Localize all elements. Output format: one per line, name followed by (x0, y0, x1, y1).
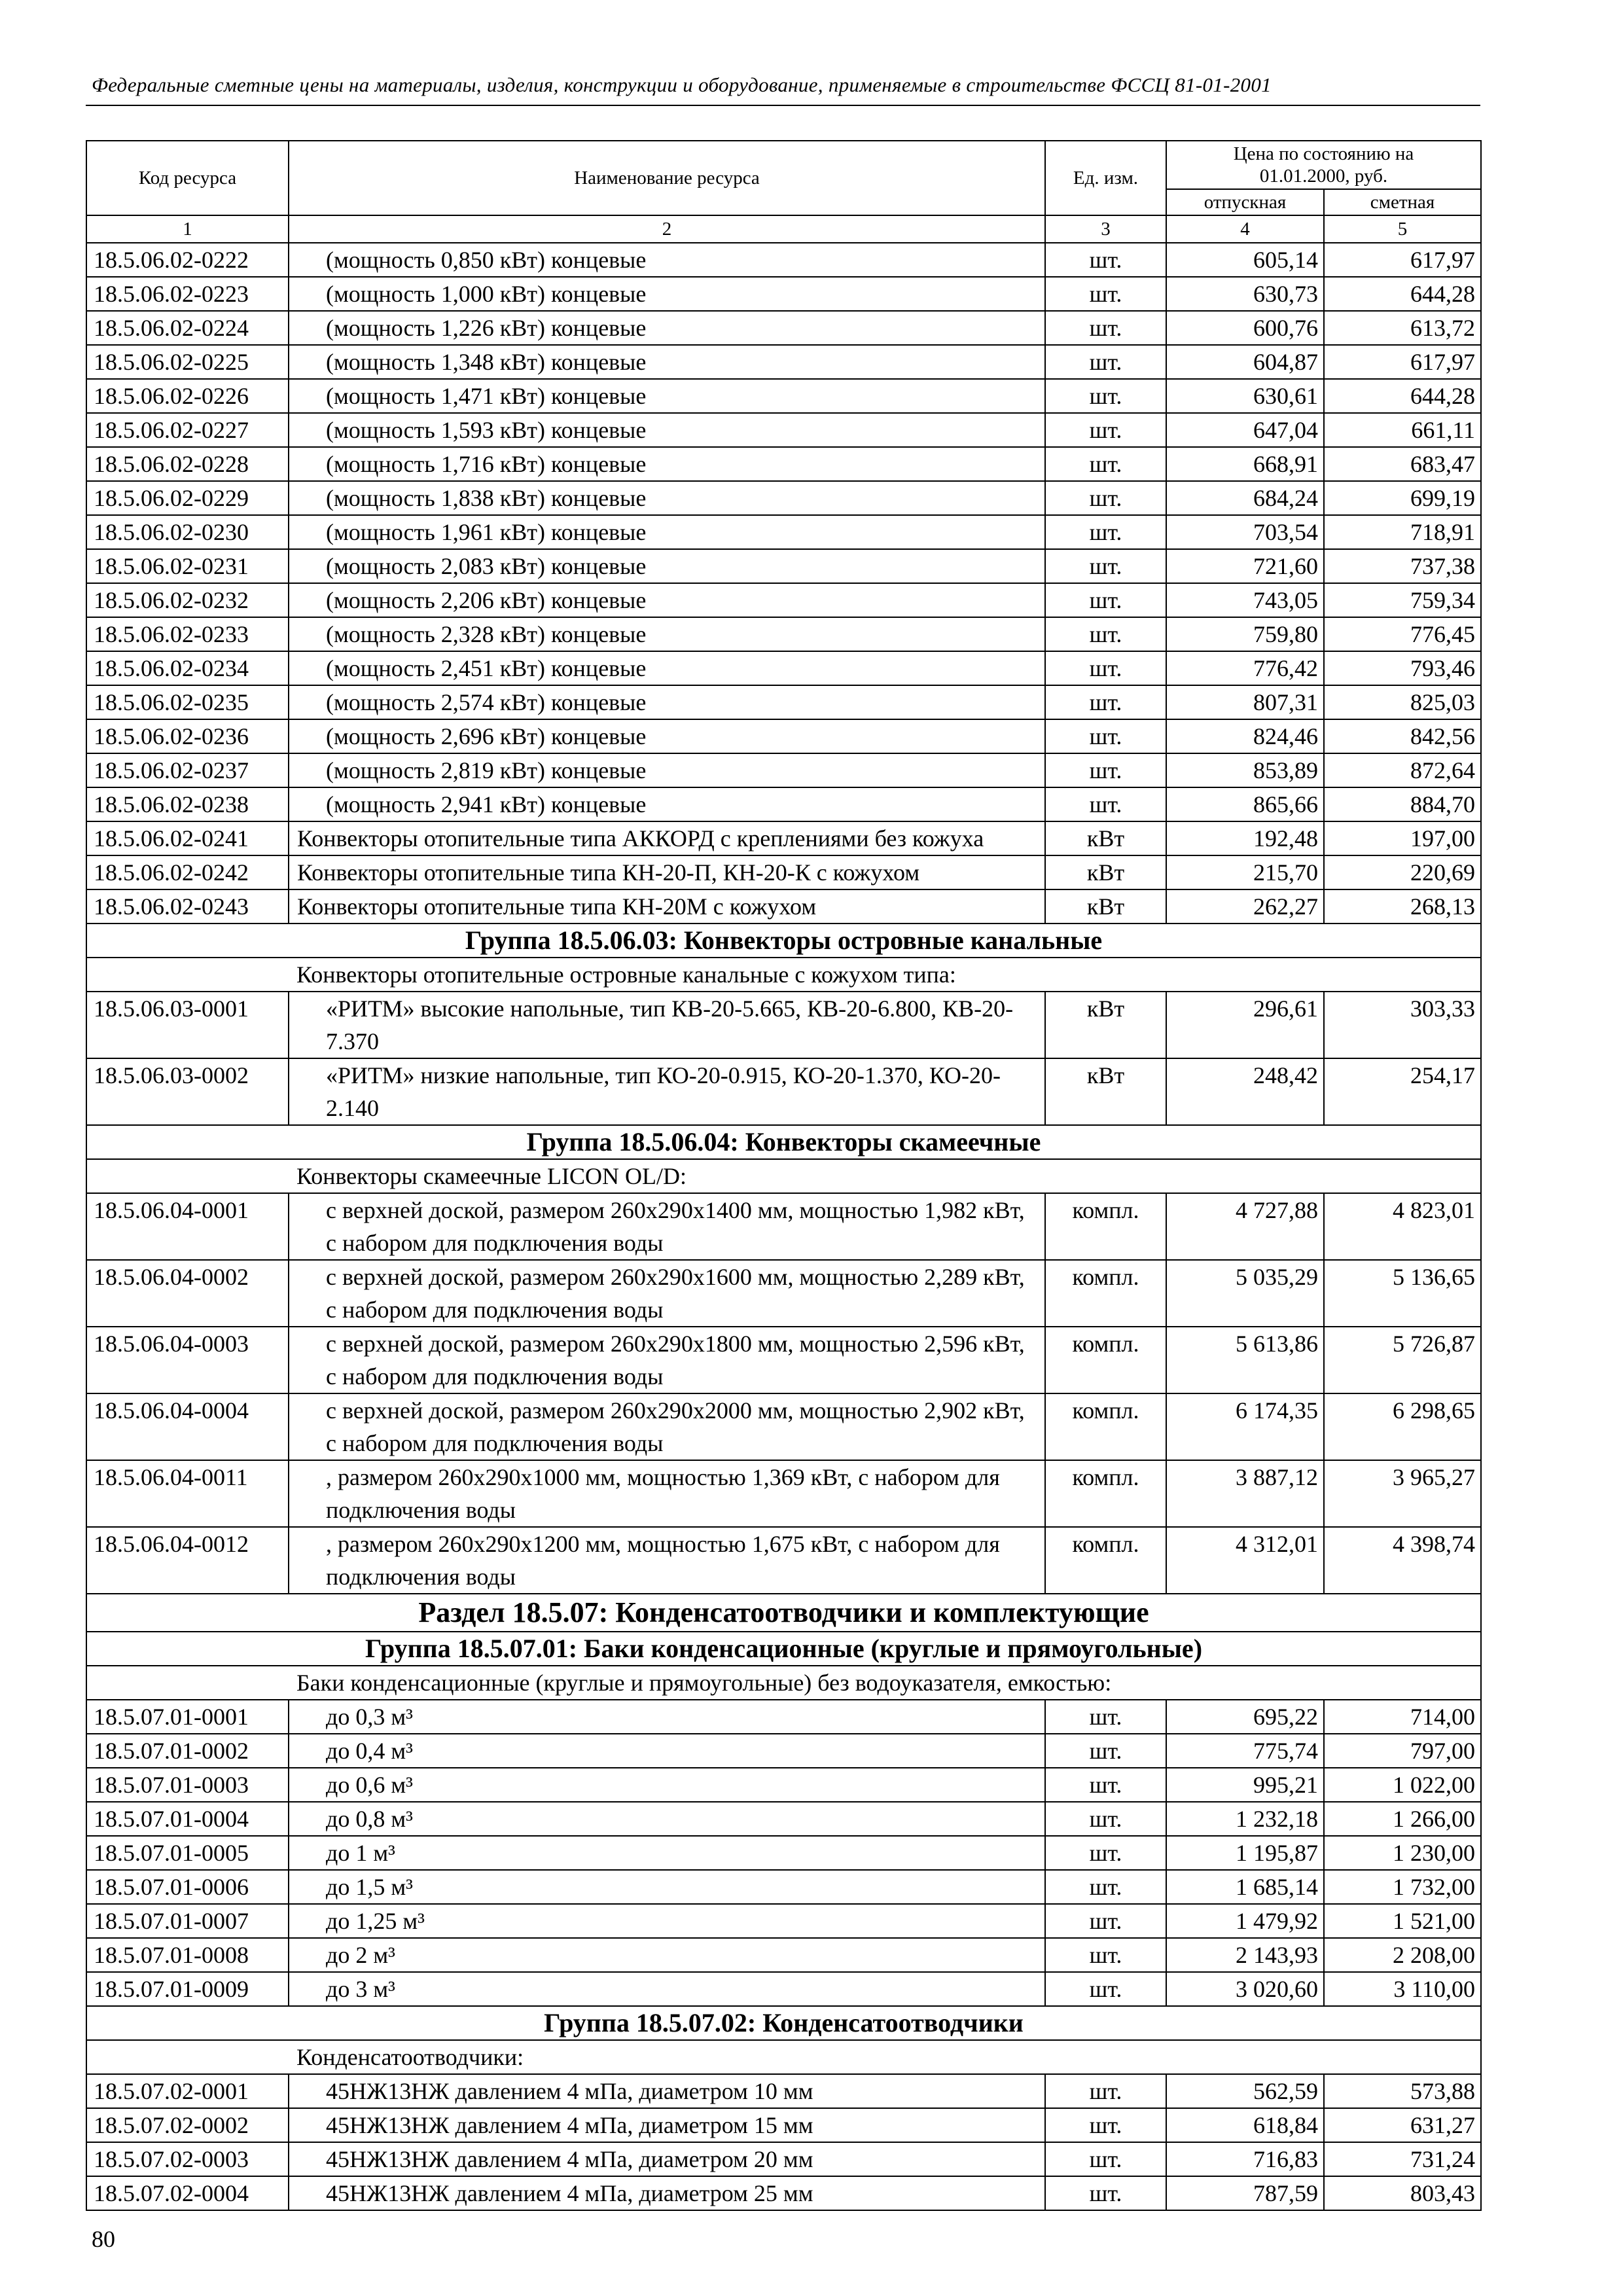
resource-name: Конвекторы отопительные типа АККОРД с креплениями без кожуха (289, 821, 1045, 855)
release-price: 215,70 (1166, 855, 1324, 889)
estimate-price: 303,33 (1324, 992, 1481, 1058)
table-row (86, 821, 1481, 855)
release-price: 743,05 (1166, 583, 1324, 617)
section-heading: Раздел 18.5.07: Конденсатоотводчики и комплектующие (86, 1594, 1481, 1632)
resource-code: 18.5.07.01-0005 (86, 1836, 289, 1870)
release-price: 248,42 (1166, 1058, 1324, 1125)
table-row (86, 651, 1481, 685)
unit: шт. (1045, 481, 1166, 515)
group-heading-row (86, 1125, 1481, 1159)
estimate-price: 573,88 (1324, 2074, 1481, 2108)
resource-name: до 0,6 м³ (289, 1768, 1045, 1802)
release-price: 1 685,14 (1166, 1870, 1324, 1904)
estimate-price: 268,13 (1324, 889, 1481, 924)
resource-name: (мощность 2,328 кВт) концевые (289, 617, 1045, 651)
table-row (86, 1460, 1481, 1527)
resource-code: 18.5.07.01-0008 (86, 1938, 289, 1972)
resource-name: до 0,3 м³ (289, 1700, 1045, 1734)
resource-code: 18.5.06.02-0223 (86, 277, 289, 311)
release-price: 2 143,93 (1166, 1938, 1324, 1972)
unit: шт. (1045, 1768, 1166, 1802)
table-row (86, 1193, 1481, 1260)
estimate-price: 254,17 (1324, 1058, 1481, 1125)
resource-name: (мощность 1,961 кВт) концевые (289, 515, 1045, 549)
group-heading: Группа 18.5.07.01: Баки конденсационные (круглые и прямоугольные) (86, 1632, 1481, 1666)
estimate-price: 803,43 (1324, 2176, 1481, 2210)
unit: шт. (1045, 787, 1166, 821)
unit: шт. (1045, 753, 1166, 787)
unit: кВт (1045, 992, 1166, 1058)
unit: шт. (1045, 1734, 1166, 1768)
estimate-price: 737,38 (1324, 549, 1481, 583)
unit: шт. (1045, 617, 1166, 651)
release-price: 5 035,29 (1166, 1260, 1324, 1327)
subheading-row (86, 1159, 1481, 1193)
release-price: 605,14 (1166, 243, 1324, 277)
table-row (86, 311, 1481, 345)
resource-name: (мощность 2,819 кВт) концевые (289, 753, 1045, 787)
resource-name: до 1 м³ (289, 1836, 1045, 1870)
resource-code: 18.5.06.04-0001 (86, 1193, 289, 1260)
table-row (86, 345, 1481, 379)
resource-code: 18.5.07.02-0004 (86, 2176, 289, 2210)
unit: кВт (1045, 889, 1166, 924)
column-number: 4 (1166, 215, 1324, 243)
column-number: 2 (289, 215, 1045, 243)
table-row (86, 1260, 1481, 1327)
group-heading: Группа 18.5.06.04: Конвекторы скамеечные (86, 1125, 1481, 1159)
resource-name: до 0,8 м³ (289, 1802, 1045, 1836)
estimate-price: 4 823,01 (1324, 1193, 1481, 1260)
subheading: Конвекторы отопительные островные канальные с кожухом типа: (86, 958, 1481, 992)
table-row (86, 481, 1481, 515)
estimate-price: 617,97 (1324, 345, 1481, 379)
table-row (86, 277, 1481, 311)
estimate-price: 699,19 (1324, 481, 1481, 515)
table-row (86, 1938, 1481, 1972)
release-price: 630,73 (1166, 277, 1324, 311)
release-price: 787,59 (1166, 2176, 1324, 2210)
estimate-price: 759,34 (1324, 583, 1481, 617)
estimate-price: 793,46 (1324, 651, 1481, 685)
resource-code: 18.5.06.02-0229 (86, 481, 289, 515)
estimate-price: 884,70 (1324, 787, 1481, 821)
table-row (86, 855, 1481, 889)
estimate-price: 6 298,65 (1324, 1393, 1481, 1460)
resource-name: до 2 м³ (289, 1938, 1045, 1972)
resource-code: 18.5.06.04-0004 (86, 1393, 289, 1460)
resource-code: 18.5.06.02-0222 (86, 243, 289, 277)
release-price: 776,42 (1166, 651, 1324, 685)
header-price: Цена по состоянию на 01.01.2000, руб. (1166, 141, 1481, 189)
resource-name: с верхней доской, размером 260х290х1400 мм, мощностью 1,982 кВт, с набором для подключения воды (289, 1193, 1045, 1260)
unit: кВт (1045, 1058, 1166, 1125)
release-price: 703,54 (1166, 515, 1324, 549)
table-row (86, 2074, 1481, 2108)
unit: шт. (1045, 413, 1166, 447)
table-row (86, 1058, 1481, 1125)
release-price: 262,27 (1166, 889, 1324, 924)
resource-code: 18.5.07.02-0001 (86, 2074, 289, 2108)
subheading: Конвекторы скамеечные LICON OL/D: (86, 1159, 1481, 1193)
table-row (86, 379, 1481, 413)
group-heading-row (86, 924, 1481, 958)
unit: шт. (1045, 651, 1166, 685)
estimate-price: 842,56 (1324, 719, 1481, 753)
table-row (86, 753, 1481, 787)
resource-name: (мощность 0,850 кВт) концевые (289, 243, 1045, 277)
resource-name: «РИТМ» низкие напольные, тип КО-20-0.915, КО-20-1.370, КО-20-2.140 (289, 1058, 1045, 1125)
resource-code: 18.5.07.01-0001 (86, 1700, 289, 1734)
table-row (86, 617, 1481, 651)
resource-name: 45НЖ13НЖ давлением 4 мПа, диаметром 25 мм (289, 2176, 1045, 2210)
estimate-price: 197,00 (1324, 821, 1481, 855)
release-price: 1 232,18 (1166, 1802, 1324, 1836)
unit: шт. (1045, 345, 1166, 379)
estimate-price: 776,45 (1324, 617, 1481, 651)
unit: шт. (1045, 1870, 1166, 1904)
resource-name: (мощность 1,226 кВт) концевые (289, 311, 1045, 345)
subheading: Баки конденсационные (круглые и прямоугольные) без водоуказателя, емкостью: (86, 1666, 1481, 1700)
subheading-row (86, 1666, 1481, 1700)
unit: шт. (1045, 1904, 1166, 1938)
resource-name: 45НЖ13НЖ давлением 4 мПа, диаметром 10 мм (289, 2074, 1045, 2108)
resource-code: 18.5.06.02-0241 (86, 821, 289, 855)
resource-code: 18.5.07.02-0002 (86, 2108, 289, 2142)
estimate-price: 5 136,65 (1324, 1260, 1481, 1327)
resource-code: 18.5.06.02-0236 (86, 719, 289, 753)
column-number: 1 (86, 215, 289, 243)
table-row (86, 549, 1481, 583)
price-table (86, 140, 1482, 2211)
release-price: 562,59 (1166, 2074, 1324, 2108)
table-row (86, 2142, 1481, 2176)
resource-name: с верхней доской, размером 260х290х2000 мм, мощностью 2,902 кВт, с набором для подключения воды (289, 1393, 1045, 1460)
estimate-price: 1 022,00 (1324, 1768, 1481, 1802)
resource-code: 18.5.06.02-0233 (86, 617, 289, 651)
estimate-price: 5 726,87 (1324, 1327, 1481, 1393)
release-price: 192,48 (1166, 821, 1324, 855)
table-row (86, 1802, 1481, 1836)
unit: кВт (1045, 855, 1166, 889)
table-row (86, 1836, 1481, 1870)
estimate-price: 718,91 (1324, 515, 1481, 549)
estimate-price: 631,27 (1324, 2108, 1481, 2142)
resource-name: до 3 м³ (289, 1972, 1045, 2006)
release-price: 865,66 (1166, 787, 1324, 821)
running-head: Федеральные сметные цены на материалы, изделия, конструкции и оборудование, применяемые в строительстве ФССЦ 81-01-2001 (92, 73, 1272, 96)
table-row (86, 413, 1481, 447)
table-row (86, 1768, 1481, 1802)
resource-code: 18.5.06.02-0230 (86, 515, 289, 549)
resource-code: 18.5.06.04-0003 (86, 1327, 289, 1393)
page-number: 80 (92, 2226, 115, 2252)
resource-name: с верхней доской, размером 260х290х1800 мм, мощностью 2,596 кВт, с набором для подключения воды (289, 1327, 1045, 1393)
group-heading-row (86, 2006, 1481, 2040)
unit: шт. (1045, 447, 1166, 481)
resource-code: 18.5.07.01-0002 (86, 1734, 289, 1768)
header-code: Код ресурса (86, 141, 289, 215)
resource-name: (мощность 2,206 кВт) концевые (289, 583, 1045, 617)
resource-code: 18.5.07.01-0004 (86, 1802, 289, 1836)
resource-name: до 1,5 м³ (289, 1870, 1045, 1904)
release-price: 995,21 (1166, 1768, 1324, 1802)
resource-name: (мощность 2,696 кВт) концевые (289, 719, 1045, 753)
unit: шт. (1045, 1972, 1166, 2006)
section-heading-row (86, 1594, 1481, 1632)
estimate-price: 2 208,00 (1324, 1938, 1481, 1972)
table-row (86, 685, 1481, 719)
unit: компл. (1045, 1327, 1166, 1393)
unit: шт. (1045, 2108, 1166, 2142)
table-row (86, 1972, 1481, 2006)
release-price: 630,61 (1166, 379, 1324, 413)
table-row (86, 2108, 1481, 2142)
subheading-row (86, 958, 1481, 992)
unit: шт. (1045, 2074, 1166, 2108)
resource-code: 18.5.06.02-0228 (86, 447, 289, 481)
resource-name: (мощность 1,716 кВт) концевые (289, 447, 1045, 481)
group-heading-row (86, 1632, 1481, 1666)
release-price: 721,60 (1166, 549, 1324, 583)
unit: кВт (1045, 821, 1166, 855)
resource-name: (мощность 2,941 кВт) концевые (289, 787, 1045, 821)
release-price: 775,74 (1166, 1734, 1324, 1768)
release-price: 296,61 (1166, 992, 1324, 1058)
resource-name: «РИТМ» высокие напольные, тип КВ-20-5.665, КВ-20-6.800, КВ-20-7.370 (289, 992, 1045, 1058)
resource-name: 45НЖ13НЖ давлением 4 мПа, диаметром 15 мм (289, 2108, 1045, 2142)
resource-code: 18.5.06.02-0226 (86, 379, 289, 413)
release-price: 853,89 (1166, 753, 1324, 787)
release-price: 668,91 (1166, 447, 1324, 481)
unit: компл. (1045, 1460, 1166, 1527)
unit: шт. (1045, 1836, 1166, 1870)
resource-name: (мощность 2,083 кВт) концевые (289, 549, 1045, 583)
table-row (86, 1904, 1481, 1938)
resource-code: 18.5.06.04-0012 (86, 1527, 289, 1594)
resource-code: 18.5.06.02-0227 (86, 413, 289, 447)
header-name: Наименование ресурса (289, 141, 1045, 215)
release-price: 716,83 (1166, 2142, 1324, 2176)
estimate-price: 1 521,00 (1324, 1904, 1481, 1938)
subheading-row (86, 2040, 1481, 2074)
header-rule (86, 105, 1480, 106)
release-price: 4 727,88 (1166, 1193, 1324, 1260)
estimate-price: 872,64 (1324, 753, 1481, 787)
resource-name: (мощность 1,471 кВт) концевые (289, 379, 1045, 413)
unit: компл. (1045, 1393, 1166, 1460)
table-row (86, 787, 1481, 821)
estimate-price: 613,72 (1324, 311, 1481, 345)
unit: шт. (1045, 515, 1166, 549)
estimate-price: 714,00 (1324, 1700, 1481, 1734)
table-row (86, 1734, 1481, 1768)
resource-code: 18.5.06.02-0225 (86, 345, 289, 379)
release-price: 807,31 (1166, 685, 1324, 719)
resource-code: 18.5.06.02-0238 (86, 787, 289, 821)
table-row (86, 243, 1481, 277)
resource-name: 45НЖ13НЖ давлением 4 мПа, диаметром 20 мм (289, 2142, 1045, 2176)
resource-code: 18.5.07.01-0007 (86, 1904, 289, 1938)
header-unit: Ед. изм. (1045, 141, 1166, 215)
release-price: 3 887,12 (1166, 1460, 1324, 1527)
header-release-price: отпускная (1166, 189, 1324, 215)
estimate-price: 1 732,00 (1324, 1870, 1481, 1904)
header-estimate-price: сметная (1324, 189, 1481, 215)
release-price: 3 020,60 (1166, 1972, 1324, 2006)
unit: шт. (1045, 379, 1166, 413)
resource-name: (мощность 1,593 кВт) концевые (289, 413, 1045, 447)
unit: компл. (1045, 1260, 1166, 1327)
estimate-price: 4 398,74 (1324, 1527, 1481, 1594)
resource-name: до 1,25 м³ (289, 1904, 1045, 1938)
resource-name: Конвекторы отопительные типа КН-20М с кожухом (289, 889, 1045, 924)
unit: шт. (1045, 2176, 1166, 2210)
estimate-price: 1 266,00 (1324, 1802, 1481, 1836)
table-row (86, 583, 1481, 617)
estimate-price: 825,03 (1324, 685, 1481, 719)
resource-name: Конвекторы отопительные типа КН-20-П, КН-20-К с кожухом (289, 855, 1045, 889)
unit: шт. (1045, 2142, 1166, 2176)
table-row (86, 1870, 1481, 1904)
resource-code: 18.5.06.02-0231 (86, 549, 289, 583)
unit: шт. (1045, 719, 1166, 753)
estimate-price: 644,28 (1324, 277, 1481, 311)
unit: шт. (1045, 1802, 1166, 1836)
estimate-price: 617,97 (1324, 243, 1481, 277)
resource-code: 18.5.06.03-0002 (86, 1058, 289, 1125)
subheading: Конденсатоотводчики: (86, 2040, 1481, 2074)
release-price: 4 312,01 (1166, 1527, 1324, 1594)
unit: шт. (1045, 583, 1166, 617)
unit: шт. (1045, 243, 1166, 277)
table-row (86, 889, 1481, 924)
resource-name: (мощность 2,451 кВт) концевые (289, 651, 1045, 685)
estimate-price: 683,47 (1324, 447, 1481, 481)
resource-code: 18.5.06.03-0001 (86, 992, 289, 1058)
table-row (86, 2176, 1481, 2210)
estimate-price: 797,00 (1324, 1734, 1481, 1768)
unit: шт. (1045, 277, 1166, 311)
resource-name: , размером 260х290х1000 мм, мощностью 1,369 кВт, с набором для подключения воды (289, 1460, 1045, 1527)
table-row (86, 447, 1481, 481)
estimate-price: 644,28 (1324, 379, 1481, 413)
estimate-price: 220,69 (1324, 855, 1481, 889)
table-row (86, 515, 1481, 549)
resource-code: 18.5.07.02-0003 (86, 2142, 289, 2176)
unit: шт. (1045, 311, 1166, 345)
resource-name: (мощность 1,838 кВт) концевые (289, 481, 1045, 515)
release-price: 647,04 (1166, 413, 1324, 447)
estimate-price: 3 965,27 (1324, 1460, 1481, 1527)
resource-name: с верхней доской, размером 260х290х1600 мм, мощностью 2,289 кВт, с набором для подключения воды (289, 1260, 1045, 1327)
release-price: 1 195,87 (1166, 1836, 1324, 1870)
resource-code: 18.5.06.02-0243 (86, 889, 289, 924)
unit: шт. (1045, 1938, 1166, 1972)
column-number: 5 (1324, 215, 1481, 243)
table-row (86, 1700, 1481, 1734)
release-price: 600,76 (1166, 311, 1324, 345)
unit: компл. (1045, 1193, 1166, 1260)
resource-code: 18.5.06.02-0242 (86, 855, 289, 889)
resource-name: (мощность 1,348 кВт) концевые (289, 345, 1045, 379)
unit: шт. (1045, 685, 1166, 719)
resource-code: 18.5.06.02-0234 (86, 651, 289, 685)
table-row (86, 1393, 1481, 1460)
table-row (86, 992, 1481, 1058)
resource-code: 18.5.06.02-0224 (86, 311, 289, 345)
release-price: 759,80 (1166, 617, 1324, 651)
release-price: 824,46 (1166, 719, 1324, 753)
column-number-row (86, 215, 1481, 243)
resource-code: 18.5.06.02-0235 (86, 685, 289, 719)
release-price: 1 479,92 (1166, 1904, 1324, 1938)
table-row (86, 1527, 1481, 1594)
resource-name: до 0,4 м³ (289, 1734, 1045, 1768)
resource-name: , размером 260х290х1200 мм, мощностью 1,675 кВт, с набором для подключения воды (289, 1527, 1045, 1594)
resource-code: 18.5.06.04-0002 (86, 1260, 289, 1327)
estimate-price: 1 230,00 (1324, 1836, 1481, 1870)
release-price: 695,22 (1166, 1700, 1324, 1734)
resource-name: (мощность 1,000 кВт) концевые (289, 277, 1045, 311)
group-heading: Группа 18.5.07.02: Конденсатоотводчики (86, 2006, 1481, 2040)
resource-code: 18.5.06.04-0011 (86, 1460, 289, 1527)
resource-code: 18.5.07.01-0009 (86, 1972, 289, 2006)
resource-code: 18.5.06.02-0232 (86, 583, 289, 617)
estimate-price: 731,24 (1324, 2142, 1481, 2176)
estimate-price: 3 110,00 (1324, 1972, 1481, 2006)
estimate-price: 661,11 (1324, 413, 1481, 447)
resource-code: 18.5.07.01-0006 (86, 1870, 289, 1904)
release-price: 684,24 (1166, 481, 1324, 515)
unit: шт. (1045, 1700, 1166, 1734)
resource-code: 18.5.06.02-0237 (86, 753, 289, 787)
release-price: 604,87 (1166, 345, 1324, 379)
release-price: 618,84 (1166, 2108, 1324, 2142)
unit: компл. (1045, 1527, 1166, 1594)
release-price: 5 613,86 (1166, 1327, 1324, 1393)
table-row (86, 719, 1481, 753)
release-price: 6 174,35 (1166, 1393, 1324, 1460)
resource-name: (мощность 2,574 кВт) концевые (289, 685, 1045, 719)
column-number: 3 (1045, 215, 1166, 243)
resource-code: 18.5.07.01-0003 (86, 1768, 289, 1802)
table-row (86, 1327, 1481, 1393)
unit: шт. (1045, 549, 1166, 583)
group-heading: Группа 18.5.06.03: Конвекторы островные канальные (86, 924, 1481, 958)
